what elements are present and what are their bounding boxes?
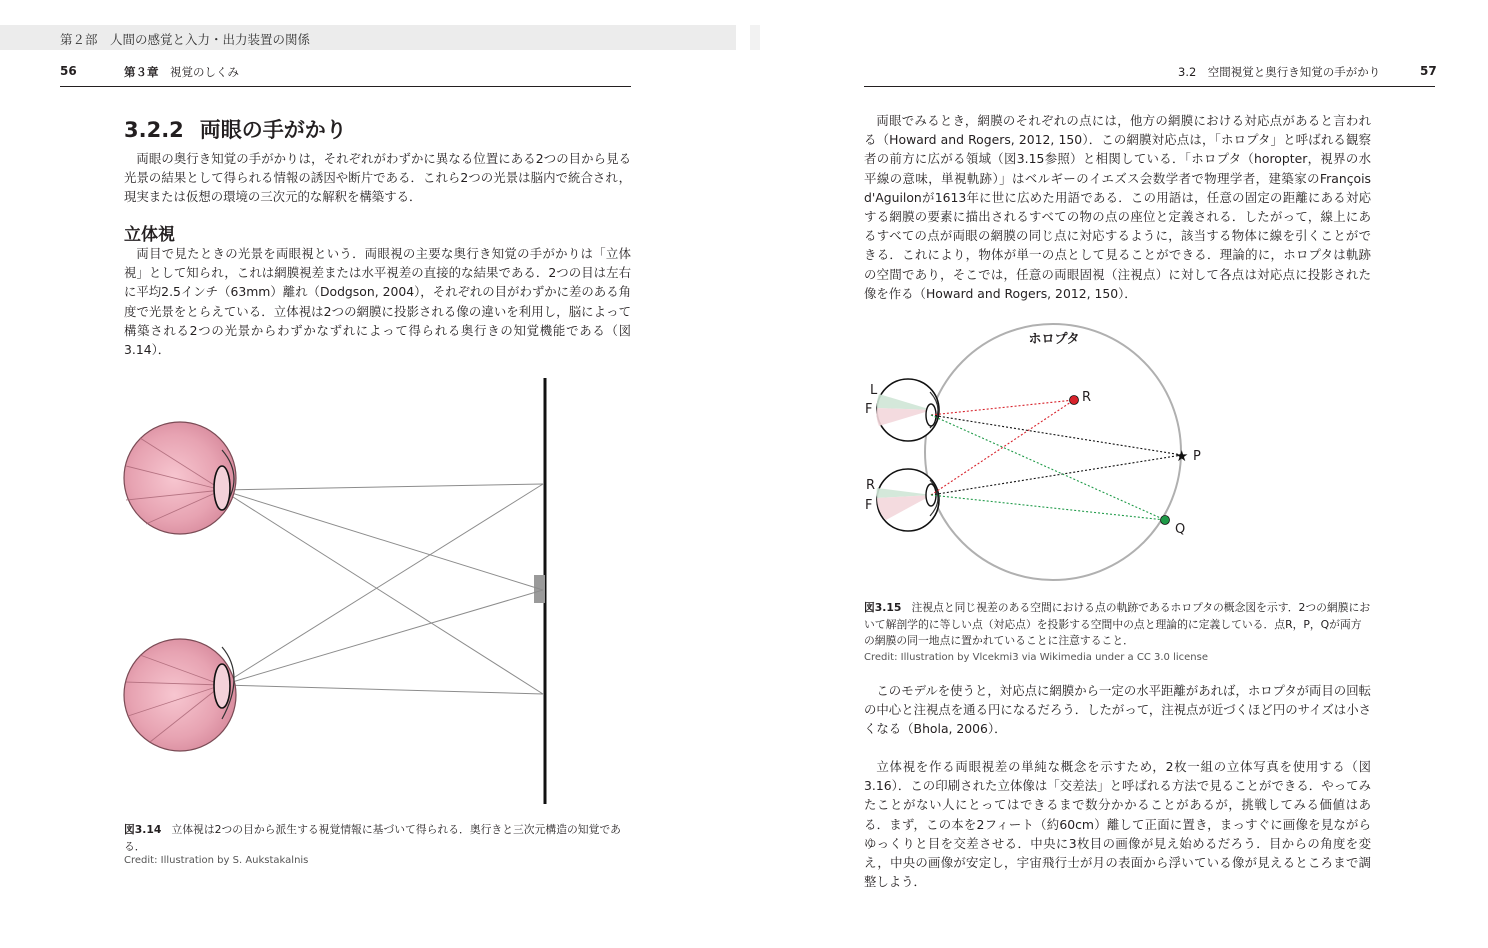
left-running-head	[124, 64, 239, 80]
figure-3-14-label: 図3.14	[124, 823, 162, 836]
figure-3-15-label: 図3.15	[864, 601, 902, 614]
part-title: 第２部 人間の感覚と入力・出力装置の関係	[60, 32, 311, 47]
stereo-text: 両目で見たときの光景を両眼視という．両眼視の主要な奥行き知覚の手がかりは「立体視」として知られ，これは網膜視差または水平視差の直接的な結果である．2つの目は左右に平均2.5インチ（63mm）離れ（Dodgson, 2004），それぞれの目がわずかに差のある角度で光景をとらえている．立体視は2つの網膜に投影される像の違いを利用し，脳によって構築される2つの光景からわずかなずれによって得られる奥行きの知覚機能である（図3.14）．	[124, 246, 631, 358]
model-text: このモデルを使うと，対応点に網膜から一定の水平距離があれば，ホロプタが両目の回転の中心と注視点を通る円になるだろう．したがって，注視点が近づくほど円のサイズは小さくなる（Bhola, 2006）．	[864, 683, 1371, 737]
right-header-rule	[864, 86, 1435, 87]
part-header-bar-right	[750, 25, 760, 50]
label-f-top: F	[865, 402, 873, 417]
label-point-p: P	[1193, 449, 1201, 464]
stereo-photo-text: 立体視を作る両眼視差の単純な概念を示すため，2枚一組の立体写真を使用する（図3.16）．この印刷された立体像は「交差法」と呼ばれる方法で見ることができる．やってみたことがない人にとってはできるまで数分かかることがあるが，挑戦してみる価値はある．まず，この本を2フィート（約60cm）離して正面に置き，まっすぐに画像を見ながらゆっくりと目を交差させる．中央に3枚目の画像が見え始めるだろう．目からの角度を変え，中央の画像が安定し，宇宙飛行士が月の表面から浮いている像が見えるところまで調整しよう．	[864, 759, 1371, 890]
horopter-sight-lines	[931, 400, 1182, 520]
left-header-rule	[60, 86, 631, 87]
stereo-paragraph	[124, 244, 631, 359]
intro-paragraph	[124, 149, 631, 207]
label-l: L	[870, 383, 878, 398]
label-f-bottom: F	[865, 498, 873, 513]
figure-3-15-caption-text: 注視点と同じ視差のある空間における点の軌跡であるホロプタの概念図を示す．2つの網膜において解剖学的に等しい点（対応点）を投影する空間中の点と理論的に定義している．点R，P，Qが両方の網膜の同一地点に置かれていることに注意すること．	[864, 601, 1371, 647]
left-page-number: 56	[60, 64, 77, 78]
chapter-number: 第３章	[124, 65, 159, 79]
figure-3-15-horopter-diagram	[862, 322, 1222, 590]
section-title: 両眼の手がかり	[199, 118, 347, 142]
figure-3-14-caption-text: 立体視は2つの目から派生する視覚情報に基づいて得られる．奥行きと三次元構造の知覚である．	[124, 823, 621, 853]
point-q-marker	[1161, 516, 1170, 525]
intro-text: 両眼の奥行き知覚の手がかりは，それぞれがわずかに異なる位置にある2つの目から見る光景の結果として得られる情報の誘因や断片である．これら2つの光景は脳内で統合され，現実または仮想の環境の三次元的な解釈を構築する．	[124, 151, 631, 205]
label-point-r: R	[1082, 390, 1092, 405]
sight-lines	[222, 484, 543, 694]
top-eye	[124, 422, 236, 534]
model-paragraph	[864, 681, 1371, 739]
chapter-title: 視覚のしくみ	[170, 65, 239, 79]
figure-3-14-credit: Credit: Illustration by S. Aukstakalnis	[124, 855, 309, 866]
figure-3-14-caption	[124, 822, 631, 855]
subsection-heading: 立体視	[124, 225, 175, 245]
section-heading	[124, 114, 347, 144]
stereo-photo-paragraph	[864, 757, 1371, 891]
section-number: 3.2.2	[124, 118, 184, 142]
figure-3-15-caption	[864, 600, 1372, 650]
bottom-eye	[124, 639, 236, 751]
horopter-paragraph	[864, 111, 1371, 303]
top-eye-horopter	[876, 379, 939, 441]
horopter-title: ホロプタ	[1028, 332, 1080, 347]
figure-3-15-credit: Credit: Illustration by Vlcekmi3 via Wikimedia under a CC 3.0 license	[864, 652, 1208, 663]
label-r-eye: R	[866, 478, 876, 493]
right-running-head	[1178, 64, 1380, 80]
point-r-marker	[1070, 396, 1079, 405]
running-section-number: 3.2	[1178, 65, 1197, 79]
horopter-text: 両眼でみるとき，網膜のそれぞれの点には，他方の網膜における対応点があると言われる（Howard and Rogers, 2012, 150）．この網膜対応点は，「ホロプタ」と呼ばれる観察者の前方に広がる領域（図3.15参照）と相関している．「ホロプタ（horopter，視界の水平線の意味，単視軌跡）」はベルギーのイエズス会数学者で物理学者，建築家のFrançois d'Aguilonが1613年に世に広めた用語である．この用語は，任意の固定の距離にある対応する網膜の要素に描出されるすべての物の点の座位と定義される．したがって，線上にあるすべての点が両眼の網膜の同じ点に対応するように，該当する物体に線を引くことができる．これにより，物体が単一の点として見ることができる．理論的に，ホロプタは軌跡の空間であり，そこでは，任意の両眼固視（注視点）に対して各点は対応点に投影された像を作る（Howard and Rogers, 2012, 150）．	[864, 113, 1371, 301]
running-section-title: 空間視覚と奥行き知覚の手がかり	[1207, 65, 1381, 79]
label-point-q: Q	[1175, 522, 1186, 537]
point-p-star: ★	[1175, 447, 1189, 465]
right-page-number: 57	[1420, 64, 1437, 78]
figure-3-14-stereo-diagram	[110, 372, 570, 812]
bottom-eye-horopter	[877, 469, 939, 531]
horopter-circle	[925, 324, 1181, 580]
